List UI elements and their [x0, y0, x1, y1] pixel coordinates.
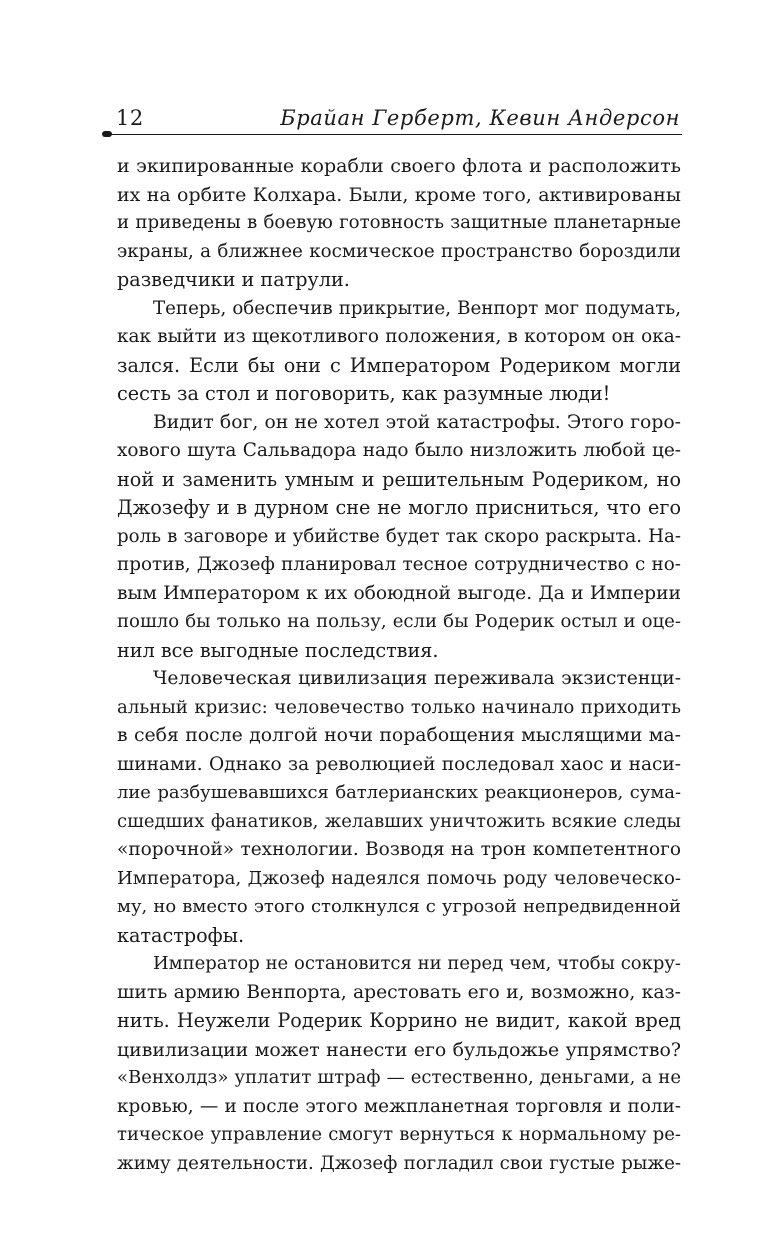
running-head: Брайан Герберт, Кевин Андерсон: [280, 106, 680, 130]
text-line: кровью, — и после этого межпланетная торговля и поли-: [117, 1095, 681, 1117]
text-line: нил все выгодные последствия.: [117, 638, 439, 662]
text-line: нить. Неужели Родерик Коррино не видит, какой вред: [117, 1009, 681, 1032]
text-line: цивилизации может нанести его бульдожье упрямство?: [117, 1038, 681, 1061]
text-line: сесть за стол и поговорить, как разумные люди!: [117, 382, 611, 405]
text-line: «порочной» технологии. Возводя на трон компетентного: [117, 839, 681, 860]
text-line: Видит бог, он не хотел этой катастрофы. Этого горо-: [153, 411, 681, 433]
text-line: альный кризис: человечество только начинало приходить: [117, 696, 681, 718]
text-line: экраны, а ближнее космическое пространство бороздили: [117, 240, 681, 262]
text-line: лие разбушевавшихся батлерианских реакционеров, сума-: [117, 782, 681, 803]
text-line: в себя после долгой ночи порабощения мыслящими ма-: [117, 725, 681, 746]
text-line: Человеческая цивилизация переживала экзистенци-: [153, 668, 681, 689]
text-line: и приведены в боевую готовность защитные планетарные: [117, 212, 681, 233]
text-line: зался. Если бы они с Императором Родериком могли: [117, 353, 681, 377]
header-rule-mark: [102, 131, 112, 137]
text-line: разведчики и патрули.: [117, 268, 350, 291]
text-line: Теперь, обеспечив прикрытие, Венпорт мог подумать,: [153, 297, 681, 319]
text-line: жиму деятельности. Джозеф погладил свои густые рыже-: [117, 1152, 681, 1174]
text-line: пошло бы только на пользу, если бы Родерик остыл и оце-: [117, 611, 681, 632]
page-header: [104, 102, 682, 136]
text-line: их на орбите Колхара. Были, кроме того, активированы: [117, 183, 681, 206]
text-line: вым Императором к их обоюдной выгоде. Да и Империи: [117, 582, 681, 604]
text-line: как выйти из щекотливого положения, в котором он ока-: [117, 326, 681, 347]
body-text: [117, 152, 681, 1178]
text-line: «Венхолдз» уплатит штраф — естественно, деньгами, а не: [117, 1067, 681, 1088]
text-line: хового шута Сальвадора надо было низложить любой це-: [117, 440, 681, 461]
text-line: катастрофы.: [117, 923, 245, 947]
text-line: шинами. Однако за революцией последовал хаос и наси-: [117, 753, 681, 775]
page-number: 12: [116, 106, 144, 130]
text-line: против, Джозеф планировал тесное сотрудничество с но-: [117, 554, 681, 575]
text-line: роль в заговоре и убийстве будет так скоро раскрыта. На-: [117, 525, 681, 547]
text-line: му, но вместо этого столкнулся с угрозой непредвиденной: [117, 896, 681, 917]
text-line: Император не остановится ни перед чем, чтобы сокру-: [153, 953, 681, 974]
header-rule: [104, 134, 682, 135]
text-line: Джозефу и в дурном сне не могло присниться, что его: [117, 496, 681, 519]
text-line: и экипированные корабли своего флота и расположить: [117, 155, 681, 177]
text-line: тическое управление смогут вернуться к нормальному ре-: [117, 1124, 681, 1145]
text-line: шить армию Венпорта, арестовать его и, возможно, каз-: [117, 981, 681, 1003]
text-line: сшедших фанатиков, желавших уничтожить всякие следы: [117, 810, 681, 832]
text-line: ной и заменить умным и решительным Родериком, но: [117, 467, 681, 491]
text-line: Императора, Джозеф надеялся помочь роду человеческо-: [117, 867, 681, 889]
